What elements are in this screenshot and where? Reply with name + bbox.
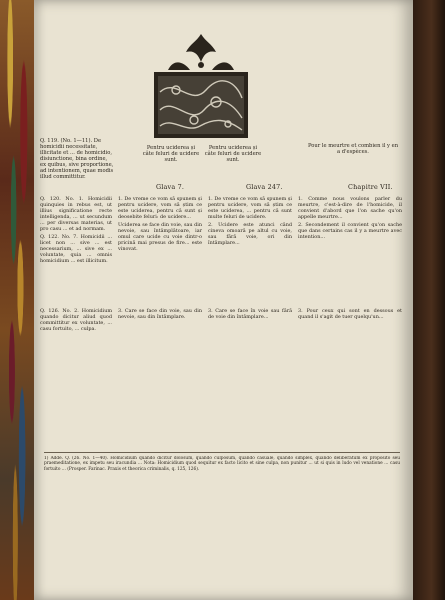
book-page <box>34 0 413 600</box>
romanian-column-2 <box>208 196 292 300</box>
left-heading: Q. 119. (No. 1—11). De homicidii necessitate, illicitate et ... de homicidio, disiunctione, bina ordine, ex quibus, sive proportione, ad intentionem, quae modis illud committitur. <box>40 138 114 180</box>
footnote: 1) Adde. Q. (26. No. 1—40). Homicidium quando dicitur dolosum, quando culposum, quando casuale, quando simplex, quando deliberatum ex proposito seu praemeditatione, ex impetu seu iracundia ... Nota: Homicidium quod sequitur ex facto licito et sine culpa, non punitur ... ut si quis in ludo vel venatione ... casu fortuito ... (Prosper. Farinac. Praxis et theorica criminalis, q. 125, 126). <box>44 456 400 472</box>
french-column <box>298 196 402 300</box>
col1-title: Pentru uciderea și câte feluri de ucidere sunt. <box>142 145 200 163</box>
paragraph: 2. Ucidere este atunci când cineva omoară pe altul cu voie, sau fără voie, ori din întâmplare... <box>208 221 292 247</box>
marbled-endpaper <box>0 0 34 600</box>
footnote-divider <box>44 452 400 453</box>
paragraph: 1. De vreme ce vom să spunem și pentru ucidere, vom să știm ce este uciderea, ... pentru că sunt multe feluri de ucidere. <box>208 196 292 221</box>
glossa-left: Glava 7. <box>156 183 185 191</box>
latin-column-lower: Q. 126. No. 2. Homicidium quando dicitur aliud quod committitur ex voluntate, ... casu fortuito, ... culpa. <box>40 308 112 333</box>
paragraph: Uciderea se face din voie, sau din nevoie, sau întâmplătoare, iar omul care ucide cu voie dintr-o pricină mai presus de fire... este vinovat. <box>118 221 202 253</box>
paragraph: 2. Secondement il convient qu'on sache que dans certains cas il y a meurtre avec intention... <box>298 221 402 241</box>
chapter-right: Chapitre VII. <box>348 183 393 191</box>
paragraph: 1. De vreme ce vom să spunem și pentru ucidere, vom să știm ce este uciderea, pentru că sunt și deosebite feluri: de ucidere... <box>118 196 202 221</box>
book-spine <box>411 0 445 600</box>
col3-title: Pour le meurtre et combien il y en a d'espèces. <box>307 143 399 155</box>
paragraph: 1. Comme nous voulons parler du meurtre, c'est-à-dire de l'homicide, il convient d'abord que l'on sache qu'on appelle meurtre... <box>298 196 402 221</box>
glossa-mid: Glava 247. <box>246 183 283 191</box>
paragraph: Q. 122. No. 7. Homicidii ... licet non ... sive ... est necessarium, ... sive ex ... voluntate, quia ... omnis homicidium ... est illicitum. <box>40 234 112 265</box>
paragraph: Q. 120. No. 1. Homicidii quinquies in rebus est, ut illius significatione recte intelligenda, ... ut secundum ... per diversas materias, ut pro casu ... et ad normam. <box>40 196 112 233</box>
latin-column <box>40 196 112 300</box>
romanian-column-1 <box>118 196 202 300</box>
col2-title: Pentru uciderea și câte feluri de ucidere sunt. <box>204 145 262 163</box>
decorative-ornament-icon <box>146 32 256 140</box>
french-column-lower: 3. Pour ceux qui sont en dessous et quand il s'agit de tuer quelqu'un... <box>298 308 402 321</box>
romanian-column-1-lower: 3. Care se face din voie, sau din nevoie, sau din întâmplare. <box>118 308 202 321</box>
romanian-column-2-lower: 3. Care se face în voie sau fără de voie din întâmplare... <box>208 308 292 321</box>
